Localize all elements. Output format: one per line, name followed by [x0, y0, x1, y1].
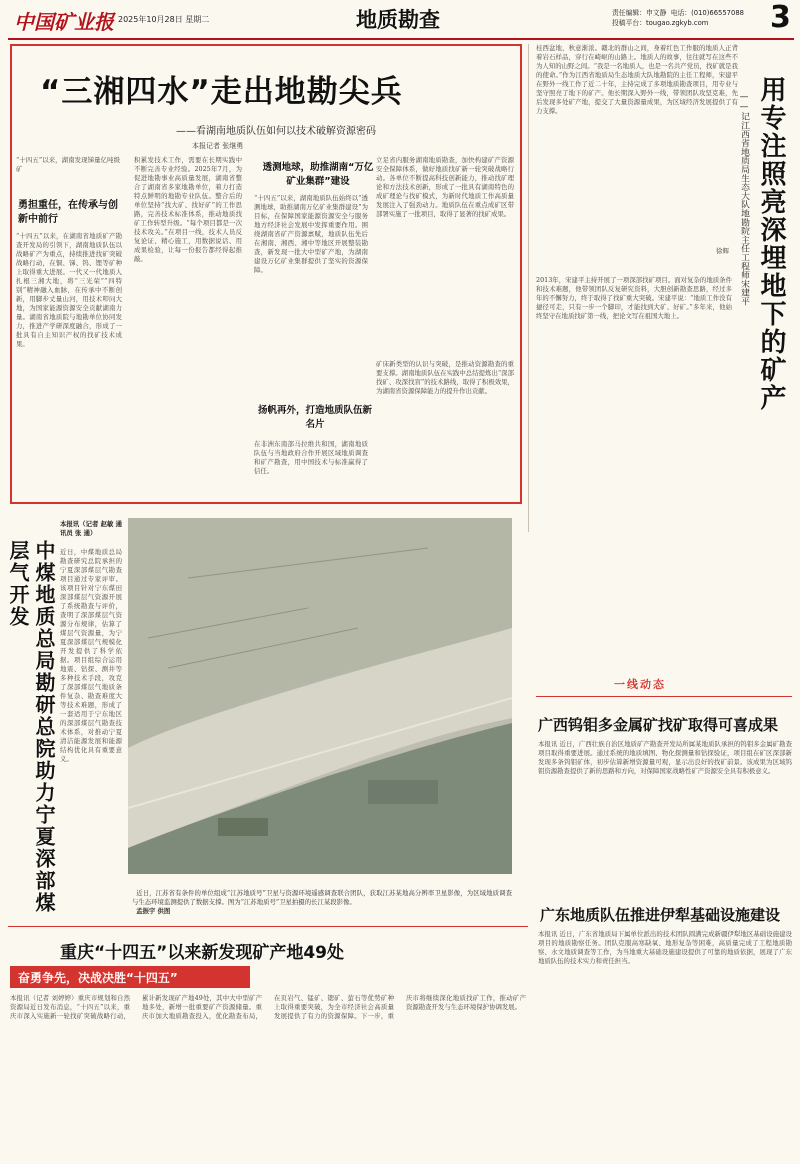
right-story-body: 桂西盆地，秋意渐浓。赣北的群山之间，身着红色工作服的地质人正背着岩石样品，穿行在崎岖的山路上。地质人的故事，往往就写在这些不为人知的山野之间。“我是一名地质人，也是一名共产党员，找矿就是我的使命。”作为江西省地质局生态地质大队地勘院的主任工程师，宋建平在野外一线工作了近二十年，主持完成了多项地质勘查项目，用专业与坚守照亮了地下的矿产。他长期深入野外一线，带领团队攻坚克难，先后发现多处矿产地，提交了大量资源量成果，为区域经济发展提供了有力支撑。: [536, 44, 738, 115]
bottom-story-banner-text: 奋勇争先，决战决胜“十四五”: [18, 971, 178, 985]
left-story-vertical-title: 中煤地质总局勘研总院助力宁夏深部煤层气开发: [6, 540, 56, 914]
bottom-story-body: 本报讯（记者 刘婷婷）重庆市规划和自然资源局近日发布消息，“十四五”以来，重庆市深入实施新一轮找矿突破战略行动，累计新发现矿产地49处，其中大中型矿产地多处，新增一批重要矿产资源储量。重庆市加大地质勘查投入，优化勘查布局，在页岩气、锰矿、锶矿、萤石等优势矿种上取得重要突破，为全市经济社会高质量发展提供了有力的资源保障。下一步，重庆市将继续深化地质找矿工作，推动矿产资源勘查开发与生态环境保护协调发展。: [10, 994, 526, 1020]
editor-info: [612, 8, 744, 28]
lead-col1-body: “十四五”以来，在湖南省地质矿产勘查开发局的引领下，湖南地质队伍以战略矿产为重点，持续推进找矿突破战略行动，在铜、锑、钨、锂等矿种上取得重大进展。一代又一代地质人扎根三湘大地，将“三光荣”“四特别”精神融入血脉，在传承中不断创新，用脚步丈量山河，用技术叩问大地，为国家能源资源安全贡献湖南力量。湖南省地质院与地勘单位协同发力，推进产学研深度融合，形成了一批具有自主知识产权的找矿技术成果。: [16, 232, 122, 348]
lead-col3b-body: 在非洲东南部马拉维共和国，湖南地质队伍与当地政府合作开展区域地质调查和矿产勘查，用中国技术与标准赢得了信任。: [254, 440, 368, 475]
issue-date: 2025年10月28日 星期二: [118, 15, 210, 24]
dynamics-story1-title: 广西钨钼多金属矿找矿取得可喜成果: [538, 716, 779, 734]
lead-subhead-2: 透测地球，助推湖南“万亿矿业集群”建设: [262, 162, 374, 187]
lead-col1-lead: “十四五”以来，湖南发现锑量亿吨级矿: [16, 156, 120, 173]
submission-platform: 投稿平台：tougao.zgkyb.com: [612, 19, 709, 27]
page-number: 3: [770, 0, 791, 35]
dynamics-story2-body: 本报讯 近日，广东省地质局下属单位派出的技术团队圆满完成新疆伊犁地区基础设施建设项目的地质勘察任务。团队克服高寒缺氧、地形复杂等困难，高质量完成了工程地质勘察、水文地质调查等工作，为当地重大基础设施建设提供了可靠的地质依据，展现了广东地质队伍的技术实力和责任担当。: [538, 930, 792, 965]
editor-phone: 电话：(010)66557088: [670, 9, 744, 17]
section-title: 地质勘查: [356, 8, 440, 32]
photo-landscape: [128, 518, 512, 874]
right-story-body-2: 2013年，宋建平主持开展了一项深部找矿项目。面对复杂的地质条件和技术难题，他带领团队反复研究资料，大胆创新勘查思路，经过多年的不懈努力，终于取得了找矿重大突破。宋建平说：“地质工作没有捷径可走，只有一步一个脚印，才能找到大矿、好矿。”多年来，他始终坚守在地质找矿第一线，把论文写在祖国大地上。: [536, 276, 732, 320]
bottom-story-title: 重庆“十四五”以来新发现矿产地49处: [60, 943, 345, 963]
photo-caption-text: 近日，江苏省有条件的单位组成“江苏地质号”卫星与资源环境遥感调查联合团队，获取江苏某地高分辨率卫星影像，为区域地质调查与生态环境监测提供了数据支撑。图为“江苏地质号”卫星拍摄的长江某段影像。: [132, 889, 512, 906]
bottom-section-rule: [8, 926, 528, 927]
dynamics-story2-title: 广东地质队伍推进伊犁基础设施建设: [540, 906, 781, 924]
lead-story-byline: 本报记者 张继勇: [192, 142, 244, 150]
right-story-vertical-title: 用专注照亮深埋地下的矿产: [756, 76, 786, 412]
dynamics-label: 一线动态: [614, 678, 666, 691]
lead-col3-body: “十四五”以来，湖南地质队伍始终以“透测地球，助推湖南万亿矿业集群建设”为目标，在保障国家能源资源安全与服务地方经济社会发展中发挥重要作用。围绕湖南省矿产资源禀赋，地质队伍先后在湘南、湘西、湘中等地区开展整装勘查，新发现一批大中型矿产地，为湖南建设万亿矿业集群提供了坚实的资源保障。: [254, 194, 368, 274]
dynamics-rule: [536, 696, 792, 697]
right-story-author: 徐辉: [716, 247, 729, 255]
lead-col4-body: 立足省内服务湖南地质勘查，加快构建矿产资源安全保障体系，做好地质找矿新一轮突破战略行动。各单位不断提高科技创新能力，推动找矿理论和方法技术创新，形成了一批具有湖南特色的成矿理论与找矿模式，为新时代地质工作高质量发展注入了强劲动力。地质队伍在重点成矿区带部署实施了一批项目，取得了显著的找矿成果。: [376, 156, 514, 218]
lead-story-title: “三湘四水”走出地勘尖兵: [40, 74, 403, 110]
newspaper-logo: 中国矿业报: [14, 10, 114, 34]
lead-story-subtitle: ——看湖南地质队伍如何以技术破解资源密码: [176, 126, 376, 137]
lead-col5-body: 矿床新类型的认识与突破，是推动资源勘查的重要支撑。湖南地质队伍在实践中总结提炼出“深部找矿、攻深找盲”的技术路线，取得了积极效果，为湖南省资源保障能力的提升作出贡献。: [376, 360, 514, 395]
editor-name: 责任编辑：申文静: [612, 9, 667, 17]
masthead-rule: [8, 38, 794, 40]
dynamics-story1-body: 本报讯 近日，广西壮族自治区地质矿产勘查开发局所属某地质队承担的钨钼多金属矿勘查项目取得重要进展。通过系统的地质填图、物化探测量和钻探验证，项目组在矿区深部新发现多条钨钼矿体，初步估算新增资源量可观，显示出良好的找矿前景。该成果为区域钨钼资源勘查提供了新的思路和方向，对保障国家战略性矿产资源安全具有积极意义。: [538, 740, 792, 775]
lead-subhead-3: 扬帆再外，打造地质队伍新名片: [257, 405, 372, 430]
right-column-rule: [528, 44, 529, 532]
lead-col2-body: 积累发技术工作，需要在长期实践中不断完善专业经验。2025年7月，为促进地勘事业高质量发展，湖南省整合了湖南省多家地勘单位，着力打造特点鲜明的地勘专业队伍。整合后的单位坚持“找大矿、找好矿”的工作思路，完善技术标准体系，推动地质找矿工作转型升级。“每个项目都是一次技术攻关。”在项目一线，技术人员反复论证、精心施工，用数据说话、用成果检验，让每一份报告都经得起推敲。: [134, 156, 242, 263]
river-satellite-photo: [128, 518, 512, 874]
photo-caption: [132, 880, 512, 915]
left-story-body: 近日，中煤地质总局勘查研究总院承担的宁夏深部煤层气勘查项目通过专家评审。该项目针对宁东煤田深部煤层气资源开展了系统勘查与评价，查明了深部煤层气资源分布规律，估算了煤层气资源量，为宁夏深部煤层气规模化开发提供了科学依据。项目组综合运用地震、钻探、测井等多种技术手段，攻克了深部煤层气地质条件复杂、勘查难度大等技术难题，形成了一套适用于宁东地区的深部煤层气勘查技术体系，对推动宁夏清洁能源发展和能源结构优化具有重要意义。: [60, 548, 122, 763]
lead-subhead-1: 勇担重任，在传承与创新中前行: [18, 200, 118, 225]
left-story-byline: 本报讯（记者 赵敏 通讯员 张 通）: [60, 520, 122, 537]
photo-credit: 孟振宇 供图: [136, 907, 171, 915]
right-story-vertical-subtitle: ——记江西省地质局生态大队地勘院主任工程师宋建平: [739, 92, 749, 306]
